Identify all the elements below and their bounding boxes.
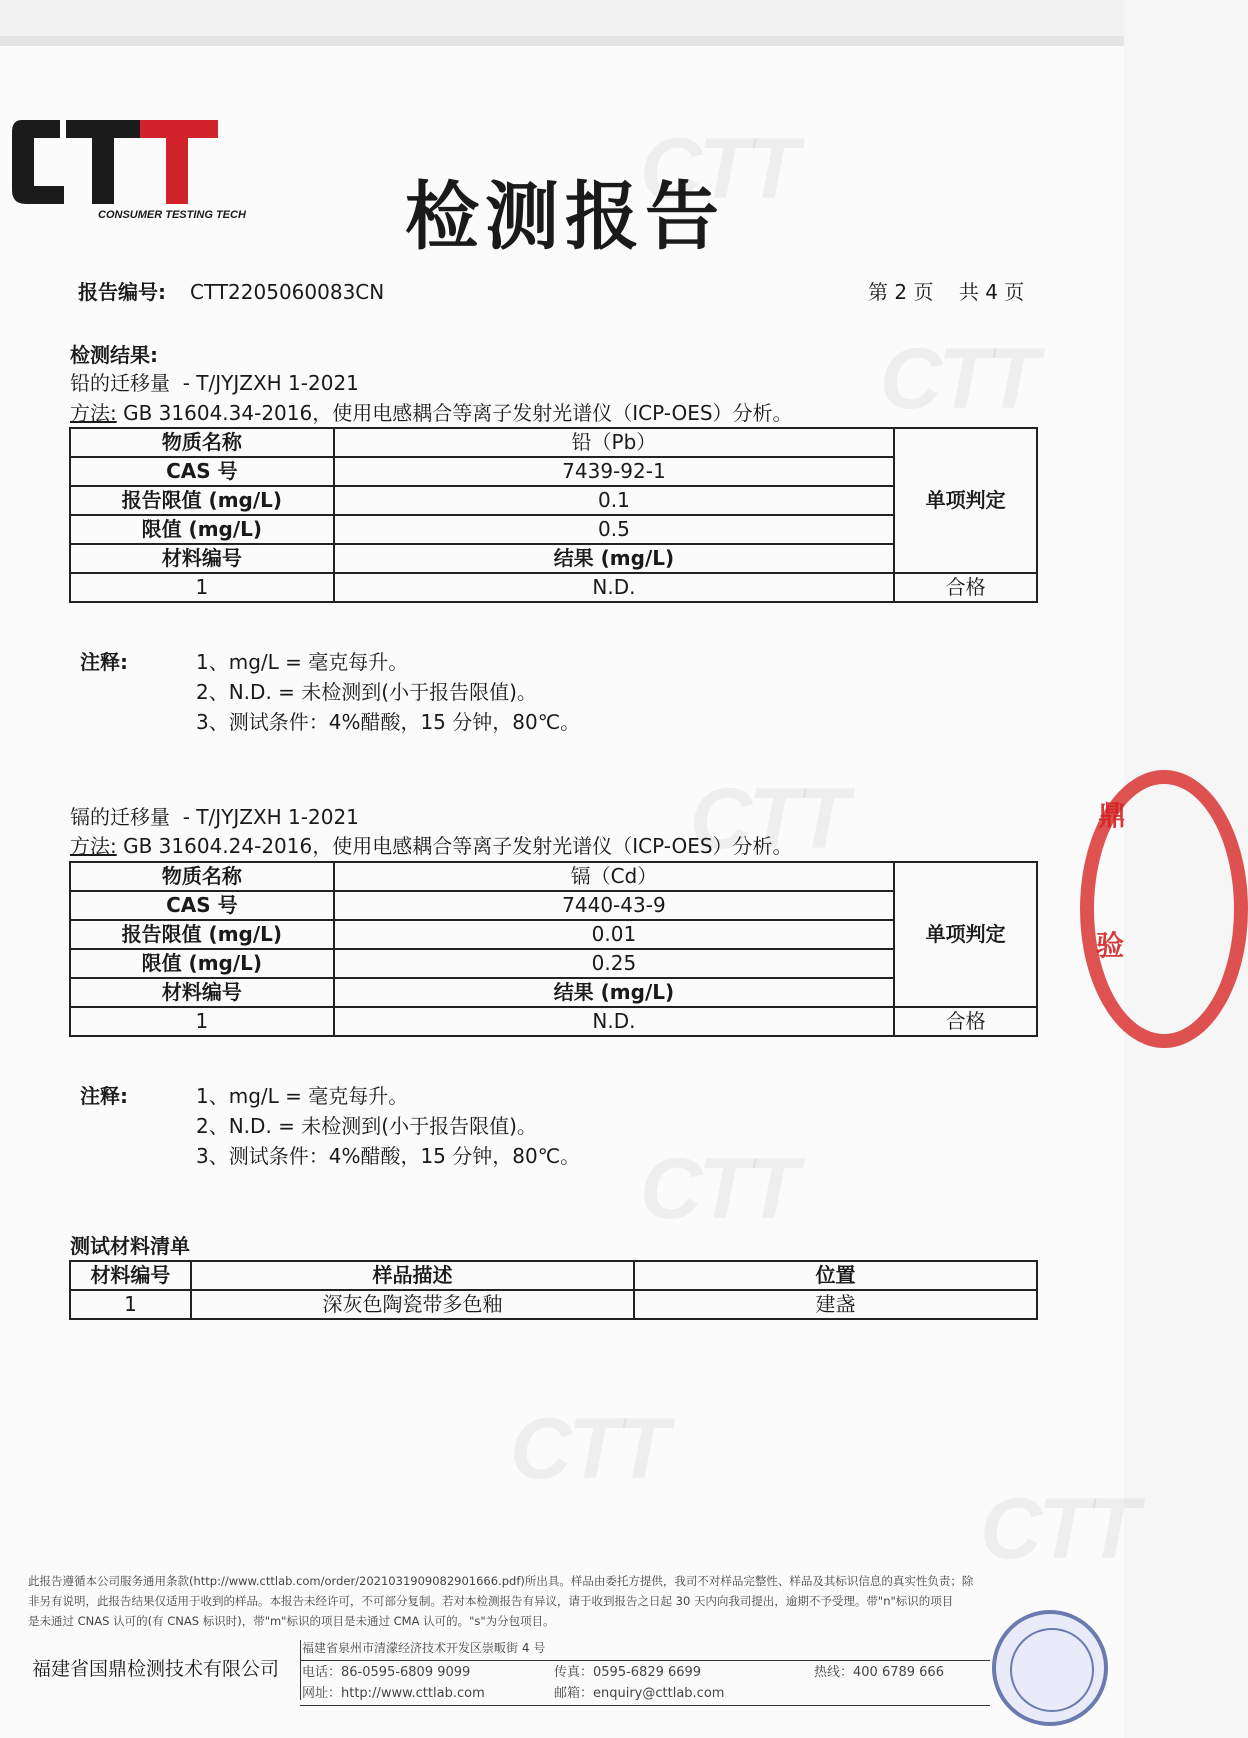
cell-cas-label: CAS 号	[70, 891, 334, 920]
sample-description: 深灰色陶瓷带多色釉	[191, 1290, 634, 1319]
materials-table	[69, 1260, 1038, 1320]
email-link[interactable]: 邮箱：enquiry@cttlab.com	[554, 1686, 725, 1701]
cadmium-notes-label: 注释:	[80, 1084, 128, 1108]
lead-note-2: 2、N.D. = 未检测到(小于报告限值)。	[196, 680, 537, 704]
watermark: CTT	[640, 1141, 796, 1237]
report-number: CTT2205060083CN	[190, 280, 385, 304]
fax: 传真：0595-6829 6699	[554, 1665, 702, 1680]
lead-table	[69, 427, 1038, 603]
cell-judgement: 合格	[894, 1007, 1037, 1036]
cadmium-note-3: 3、测试条件：4%醋酸，15 分钟，80℃。	[196, 1144, 581, 1168]
cell-substance-label: 物质名称	[70, 862, 334, 891]
cell-limit-label: 限值 (mg/L)	[70, 949, 334, 978]
material-no: 1	[70, 1290, 191, 1319]
stamp-text: 鼎	[1098, 799, 1127, 832]
cell-report-limit-label: 报告限值 (mg/L)	[70, 920, 334, 949]
lead-heading: 铅的迁移量 - T/JYJZXH 1-2021	[70, 371, 359, 395]
watermark: CTT	[510, 1401, 666, 1497]
disclaimer-line-3: 是未通过 CNAS 认可的(有 CNAS 标识时)，带"m"标识的项目是未通过 CMA 认可的。"s"为分包项目。	[28, 1614, 555, 1628]
disclaimer-line-2: 非另有说明，此报告结果仅适用于收到的样品。本报告未经许可，不可部分复制。若对本检测报告有异议，请于收到报告之日起 30 天内向我司提出，逾期不予受理。带"n"标识的项目	[28, 1594, 954, 1608]
cell-cas-label: CAS 号	[70, 457, 334, 486]
watermark: CTT	[880, 331, 1036, 427]
cell-report-limit-label: 报告限值 (mg/L)	[70, 486, 334, 515]
method-text: GB 31604.24-2016，使用电感耦合等离子发射光谱仪（ICP-OES）分析。	[116, 834, 793, 858]
cadmium-note-1: 1、mg/L = 毫克每升。	[196, 1084, 409, 1108]
website-link[interactable]: 网址：http://www.cttlab.com	[302, 1686, 485, 1701]
cell-material-no: 1	[70, 1007, 334, 1036]
company-name: 福建省国鼎检测技术有限公司	[32, 1658, 280, 1680]
cell-judgement: 合格	[894, 573, 1037, 602]
col-material-no: 材料编号	[70, 1261, 191, 1290]
cadmium-table	[69, 861, 1038, 1037]
footer-rule	[300, 1705, 990, 1706]
cell-material-no: 1	[70, 573, 334, 602]
stamp-text: 验	[1096, 929, 1125, 962]
watermark: CTT	[980, 1481, 1136, 1577]
watermark: CTT	[640, 121, 796, 217]
cadmium-method	[70, 836, 793, 856]
cell-material-no-label: 材料编号	[70, 978, 334, 1007]
cell-material-no-label: 材料编号	[70, 544, 334, 573]
watermark: CTT	[690, 771, 846, 867]
col-location: 位置	[634, 1261, 1037, 1290]
method-label: 方法:	[70, 401, 117, 425]
phone: 电话：86-0595-6809 9099	[302, 1665, 471, 1680]
lead-notes-label: 注释:	[80, 650, 128, 674]
cell-judgement-header: 单项判定	[894, 428, 1037, 573]
footer-divider	[300, 1640, 301, 1700]
page-info: 第 2 页 共 4 页	[868, 280, 1025, 304]
cell-report-limit-value: 0.1	[334, 486, 895, 515]
lead-note-3: 3、测试条件：4%醋酸，15 分钟，80℃。	[196, 710, 581, 734]
cadmium-note-2: 2、N.D. = 未检测到(小于报告限值)。	[196, 1114, 537, 1138]
red-seal-stamp	[1080, 770, 1248, 1048]
footer-rule	[300, 1660, 990, 1661]
cell-cas-value: 7439-92-1	[334, 457, 895, 486]
cell-limit-label: 限值 (mg/L)	[70, 515, 334, 544]
cadmium-heading: 镉的迁移量 - T/JYJZXH 1-2021	[70, 805, 359, 829]
top-band	[0, 36, 1124, 46]
ctt-logo	[8, 112, 246, 222]
method-label: 方法:	[70, 834, 117, 858]
cell-cas-value: 7440-43-9	[334, 891, 895, 920]
cell-substance-value: 铅（Pb）	[334, 428, 895, 457]
report-title: 检测报告	[405, 174, 725, 260]
method-text: GB 31604.34-2016，使用电感耦合等离子发射光谱仪（ICP-OES）分析。	[116, 401, 793, 425]
results-label: 检测结果:	[70, 343, 158, 367]
cell-substance-label: 物质名称	[70, 428, 334, 457]
report-number-label: 报告编号:	[78, 280, 166, 304]
col-sample-description: 样品描述	[191, 1261, 634, 1290]
cell-substance-value: 镉（Cd）	[334, 862, 895, 891]
cell-result-label: 结果 (mg/L)	[334, 544, 895, 573]
top-bar	[0, 0, 1124, 36]
cell-judgement-header: 单项判定	[894, 862, 1037, 1007]
materials-title: 测试材料清单	[70, 1234, 190, 1258]
logo-tagline: CONSUMER TESTING TECH	[98, 209, 246, 221]
company-seal-icon	[992, 1610, 1108, 1726]
cell-result-label: 结果 (mg/L)	[334, 978, 895, 1007]
cell-report-limit-value: 0.01	[334, 920, 895, 949]
cell-result: N.D.	[334, 1007, 895, 1036]
cell-result: N.D.	[334, 573, 895, 602]
disclaimer-line-1: 此报告遵循本公司服务通用条款(http://www.cttlab.com/order/2021031909082901666.pdf)所出具。样品由委托方提供，我司不对样品完整性、样品及其标识信息的真实性负责；除	[28, 1574, 974, 1588]
lead-note-1: 1、mg/L = 毫克每升。	[196, 650, 409, 674]
location: 建盏	[634, 1290, 1037, 1319]
cell-limit-value: 0.25	[334, 949, 895, 978]
lead-method	[70, 403, 793, 423]
cell-limit-value: 0.5	[334, 515, 895, 544]
company-address: 福建省泉州市清濛经济技术开发区崇畈街 4 号	[302, 1641, 546, 1655]
hotline: 热线：400 6789 666	[814, 1665, 944, 1680]
